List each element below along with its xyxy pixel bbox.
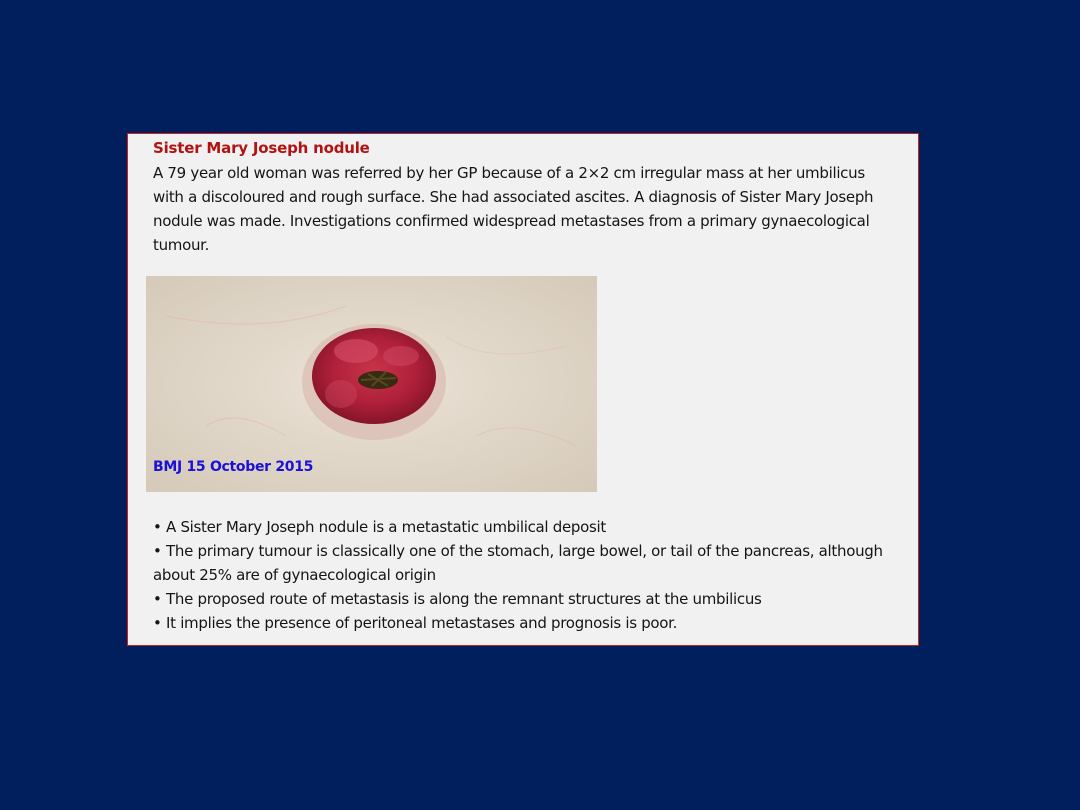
list-item: • It implies the presence of peritoneal metastases and prognosis is poor.	[153, 614, 678, 632]
slide-title: Sister Mary Joseph nodule	[153, 139, 370, 157]
key-points-list	[153, 515, 903, 635]
list-item: • A Sister Mary Joseph nodule is a metastatic umbilical deposit	[153, 518, 606, 536]
clinical-photo	[146, 276, 597, 492]
list-item: • The primary tumour is classically one of the stomach, large bowel, or tail of the pancreas, although about 25% are of gynaecological origin	[153, 542, 883, 584]
case-description: A 79 year old woman was referred by her GP because of a 2×2 cm irregular mass at her umbilicus with a discoloured and rough surface. She had associated ascites. A diagnosis of Sister Mary Joseph nodule was made. Investigations confirmed widespread metastases from a primary gynaecological tumour.	[153, 164, 874, 254]
content-card	[127, 133, 919, 646]
photo-credit: BMJ 15 October 2015	[153, 459, 314, 475]
list-item: • The proposed route of metastasis is along the remnant structures at the umbilicus	[153, 590, 762, 608]
